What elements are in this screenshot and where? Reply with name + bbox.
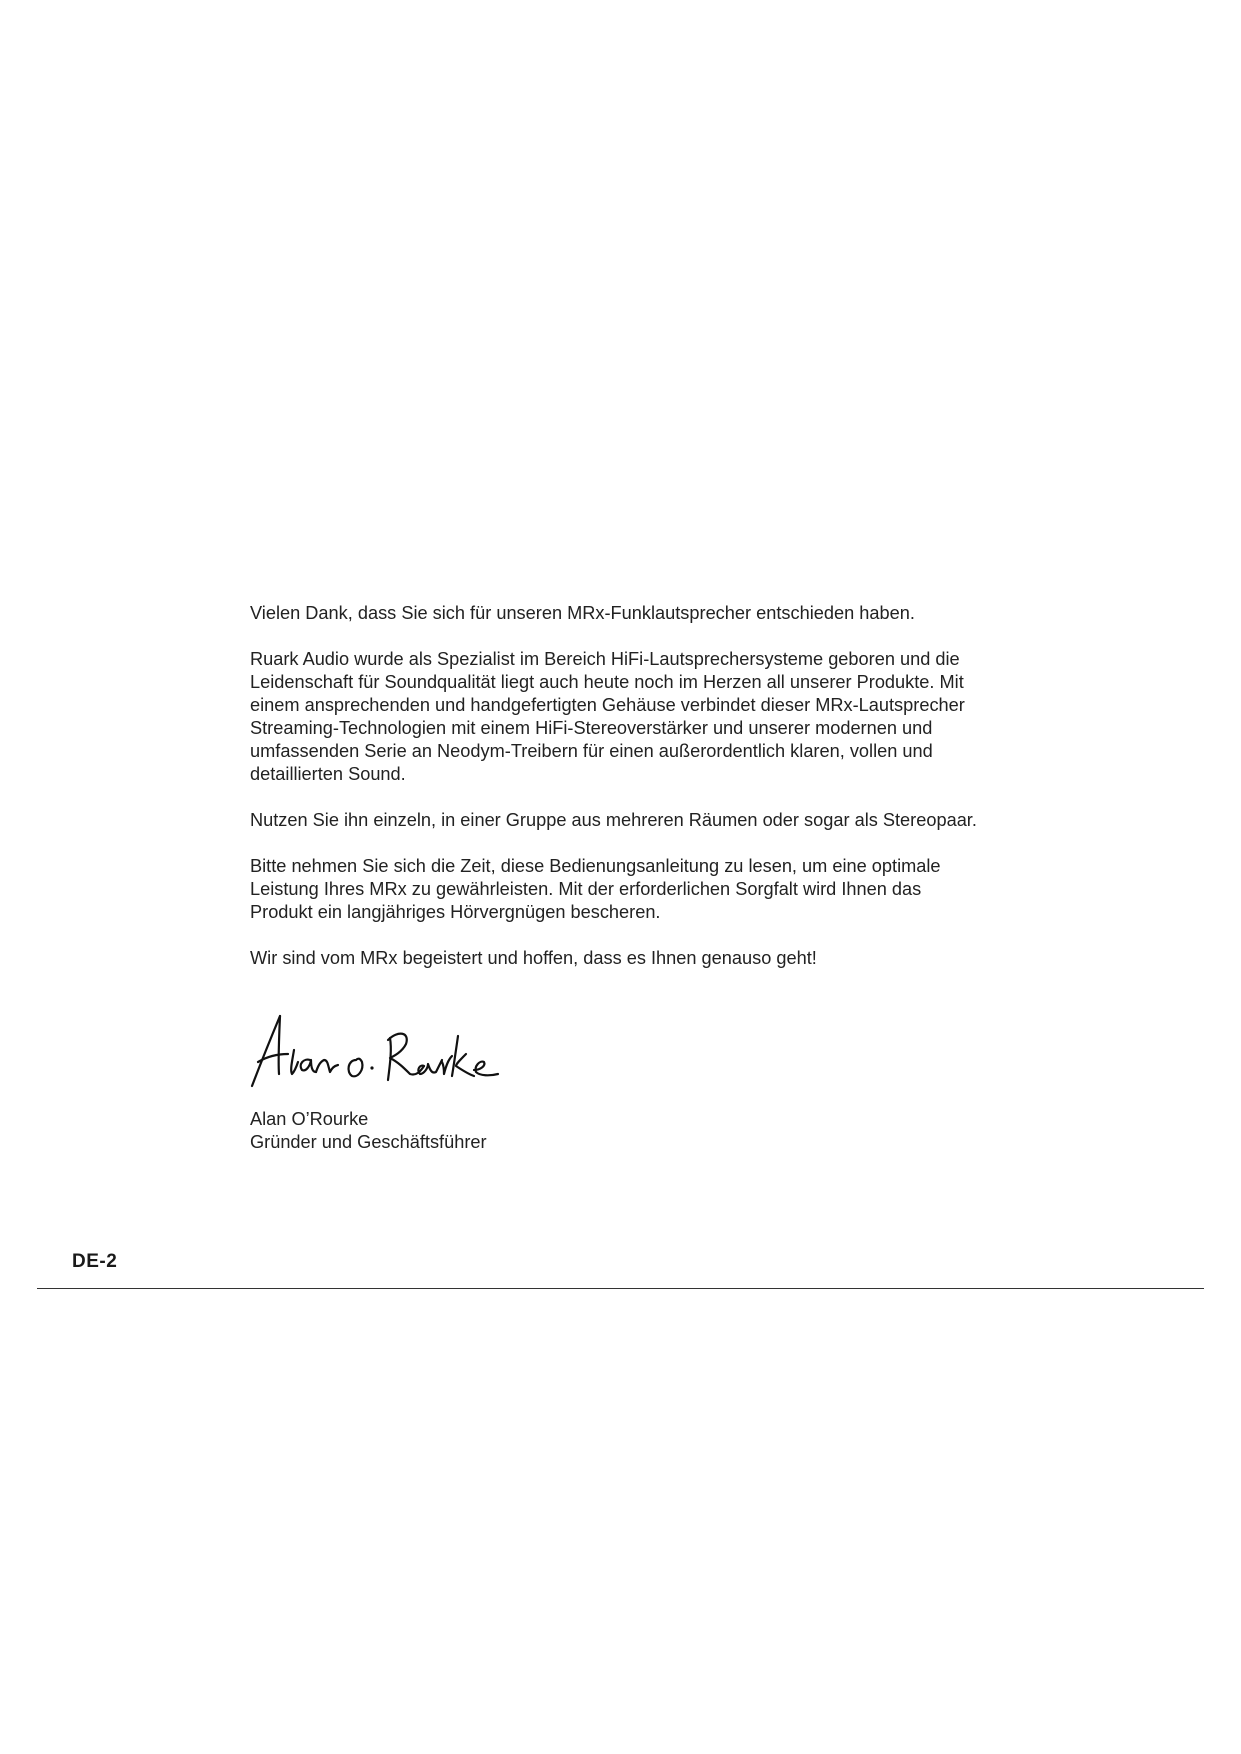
handwritten-signature xyxy=(248,1010,508,1090)
letter-paragraph-closing: Wir sind vom MRx begeistert und hoffen, dass es Ihnen genauso geht! xyxy=(250,948,817,968)
letter-paragraph-manual: Bitte nehmen Sie sich die Zeit, diese Bedienungsanleitung zu lesen, um eine optimale Leistung Ihres MRx zu gewährleisten. Mit der erforderlichen Sorgfalt wird Ihnen das Produkt ein langjähriges Hörvergnügen bescheren. xyxy=(250,856,941,922)
signer-title: Gründer und Geschäftsführer xyxy=(250,1132,487,1152)
footer-divider xyxy=(37,1288,1204,1289)
page-number: DE-2 xyxy=(72,1251,118,1272)
welcome-letter xyxy=(250,602,980,970)
letter-paragraph-usage: Nutzen Sie ihn einzeln, in einer Gruppe aus mehreren Räumen oder sogar als Stereopaar. xyxy=(250,810,977,830)
signer-block xyxy=(250,1108,487,1154)
letter-paragraph-thanks: Vielen Dank, dass Sie sich für unseren MRx-Funklautsprecher entschieden haben. xyxy=(250,603,915,623)
letter-paragraph-about: Ruark Audio wurde als Spezialist im Bereich HiFi-Lautsprechersysteme geboren und die Leidenschaft für Soundqualität liegt auch heute noch im Herzen all unserer Produkte. Mit einem ansprechenden und handgefertigten Gehäuse verbindet dieser MRx-Lautsprecher Streaming-Technologien mit einem HiFi-Stereoverstärker und unserer modernen und umfassenden Serie an Neodym-Treibern für einen außerordentlich klaren, vollen und detaillierten Sound. xyxy=(250,649,965,784)
signer-name: Alan O’Rourke xyxy=(250,1109,369,1129)
